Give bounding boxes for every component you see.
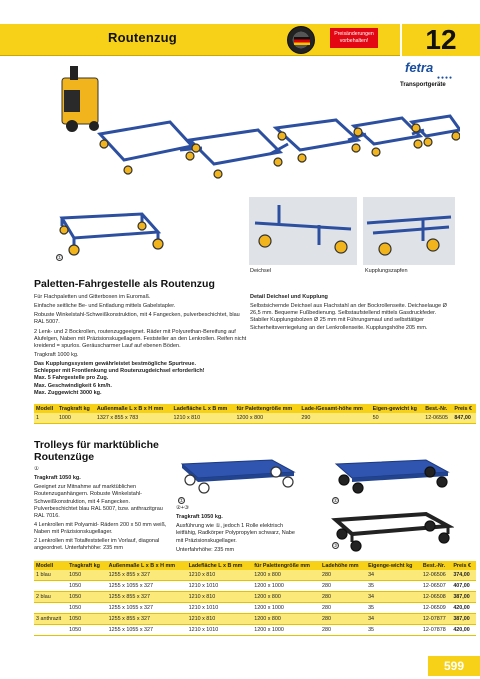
- table-cell: 1210 x 1010: [187, 603, 253, 614]
- table-cell: 12-07878: [421, 625, 451, 636]
- table-cell: 1255 x 1055 x 327: [107, 603, 187, 614]
- table-cell: 1255 x 1055 x 327: [107, 581, 187, 592]
- table-cell: 1200 x 800: [252, 592, 320, 603]
- column-header: Preis €: [452, 404, 476, 413]
- table-cell: 1200 x 1000: [252, 625, 320, 636]
- price-cell: 420,00: [451, 603, 476, 614]
- table-cell: 50: [371, 413, 424, 423]
- section1-description: [34, 294, 248, 397]
- pallet-cart-photo: [54, 196, 164, 258]
- price-notice-badge: Preisänderungen vorbehalten!: [330, 28, 378, 48]
- deichsel-detail-photo: [249, 197, 357, 265]
- table-cell: 12-06508: [421, 592, 451, 603]
- marker-1: ①: [179, 498, 184, 504]
- column-header: Außenmaße L x B x H mm: [95, 404, 172, 413]
- trolley-photo-marker-1: [178, 497, 185, 505]
- deichsel-illustration: [249, 197, 357, 265]
- table-cell: 280: [320, 625, 366, 636]
- column-header: Best.-Nr.: [421, 561, 451, 570]
- table-cell: 1210 x 810: [187, 614, 253, 625]
- table-cell: 1210 x 810: [187, 570, 253, 580]
- section1-bold-line: Max. 5 Fahrgestelle pro Zug.: [34, 375, 109, 382]
- table-cell: 1050: [67, 592, 107, 603]
- section-title-trolleys: Trolleys für marktübliche Routenzüge: [34, 439, 159, 464]
- table-row: [34, 413, 476, 423]
- trolley-photo-marker-3: [332, 542, 339, 550]
- trolley-spec-table: [34, 561, 476, 636]
- made-in-germany-seal: [287, 26, 315, 54]
- price-cell: 407,00: [451, 581, 476, 592]
- table-cell: [34, 581, 67, 592]
- column-header: für Palettengröße mm: [234, 404, 299, 413]
- table-cell: 1200 x 800: [252, 614, 320, 625]
- section1-paragraph: Für Flachpaletten und Gitterboxen im Euromaß.: [34, 294, 151, 300]
- column-header: Außenmaße L x B x H mm: [107, 561, 187, 570]
- trolley-marker-2-3: ②+③: [176, 505, 190, 511]
- trolley1-capacity: Tragkraft 1050 kg.: [34, 475, 81, 482]
- table-cell: 12-06507: [421, 581, 451, 592]
- table-cell: 290: [299, 413, 370, 423]
- page-title: Routenzug: [108, 30, 177, 45]
- table-row: [34, 614, 476, 625]
- page-header: [0, 24, 480, 56]
- section1-paragraph: Robuste Winkelstahl-Schweißkonstruktion, mit 4 Fangecken, pulverbeschichtet, blau RAL 5007.: [34, 312, 240, 326]
- marker-1: ①: [57, 255, 62, 261]
- table-cell: 1: [34, 413, 57, 423]
- column-header: Ladefläche L x B mm: [172, 404, 235, 413]
- table-cell: 280: [320, 592, 366, 603]
- german-flag-icon: [294, 37, 310, 45]
- table-cell: 1000: [57, 413, 95, 423]
- table-cell: 2 blau: [34, 592, 67, 603]
- section1-bold-line: Max. Geschwindigkeit 6 km/h.: [34, 382, 112, 389]
- table-row: [34, 570, 476, 580]
- deichsel-caption: Deichsel: [250, 268, 272, 274]
- table-cell: 1327 x 855 x 783: [95, 413, 172, 423]
- column-header: Modell: [34, 404, 57, 413]
- price-cell: 420,00: [451, 625, 476, 636]
- section-title-pallet-carts: Paletten-Fahrgestelle als Routenzug: [34, 278, 215, 290]
- table-header-row: [34, 404, 476, 413]
- section1-paragraph: Einfache seitliche Be- und Entladung mittels Gabelstapler.: [34, 303, 176, 310]
- table-cell: 1050: [67, 625, 107, 636]
- section2-paragraph: 2 Lenkrollen mit Totalfeststeller im Vorlauf, diagonal angeordnet. Unterfahrhöhe: 235 mm: [34, 538, 160, 552]
- table-row: [34, 592, 476, 603]
- table-cell: 1255 x 855 x 327: [107, 570, 187, 580]
- chapter-number: 12: [402, 24, 480, 56]
- table-cell: 1210 x 1010: [187, 581, 253, 592]
- detail-title: Detail Deichsel und Kupplung: [250, 294, 328, 300]
- header-rule: [0, 55, 400, 56]
- section2-variant-paragraph: Unterfahrhöhe: 235 mm: [176, 546, 235, 553]
- column-header: Preis €: [451, 561, 476, 570]
- table-cell: 280: [320, 581, 366, 592]
- table-cell: 12-07877: [421, 614, 451, 625]
- pallet-cart-spec-table: [34, 404, 476, 424]
- table-cell: 34: [366, 614, 421, 625]
- kupplung-detail-photo: [363, 197, 455, 265]
- table-cell: 280: [320, 570, 366, 580]
- table-cell: 1255 x 855 x 327: [107, 592, 187, 603]
- trolley-anthracite-illustration: [330, 502, 454, 554]
- table-cell: 1200 x 1000: [252, 603, 320, 614]
- table-cell: 1200 x 800: [252, 570, 320, 580]
- table-cell: 1210 x 810: [172, 413, 235, 423]
- section1-bold-line: Max. Zuggewicht 3000 kg.: [34, 389, 102, 396]
- table-cell: 1050: [67, 603, 107, 614]
- section2-paragraph: 4 Lenkrollen mit Polyamid- Rädern 200 x 50 mm weiß, Naben mit Präzisionskugellager.: [34, 521, 167, 536]
- price-cell: 387,00: [451, 592, 476, 603]
- section1-bold-line: Schlepper mit Frontlenkung und Routenzugdeichsel erforderlich!: [34, 368, 205, 375]
- pallet-cart-illustration: [54, 196, 164, 258]
- trolley-marker-1: ①: [34, 466, 39, 472]
- table-cell: 35: [366, 603, 421, 614]
- trolley-blue-illustration: [176, 446, 300, 496]
- column-header: Modell: [34, 561, 67, 570]
- marker-3: ③: [333, 543, 338, 549]
- table-cell: [34, 625, 67, 636]
- section1-paragraph: Tragkraft 1000 kg.: [34, 351, 79, 358]
- section1-paragraph: 2 Lenk- und 2 Bockrollen, routenzuggeeignet. Räder mit Polyurethan-Bereifung auf Alufelgen, Naben mit Präzisionskugellagern. Feststeller an den Lenkrollen. Reifen nicht kreidend = spurlos. Geräuscharmer Lauf auf ebenen Böden.: [34, 328, 247, 349]
- category-label: Transportgeräte: [400, 82, 446, 88]
- table-row: [34, 603, 476, 614]
- section2-description: [34, 466, 174, 555]
- column-header: Lade-/Gesamt-höhe mm: [299, 404, 370, 413]
- table-cell: 3 anthrazit: [34, 614, 67, 625]
- detail-description: [250, 294, 450, 334]
- section2-variant-paragraph: Ausführung wie ①, jedoch 1 Rolle elektrisch leitfähig, Radkörper Polypropylen schwarz, Nabe mit Präzisionskugellager.: [176, 523, 295, 544]
- trolley-blue-conductive-photo: [330, 446, 454, 496]
- page-number: 599: [428, 656, 480, 676]
- column-header: Eigen-gewicht kg: [371, 404, 424, 413]
- price-cell: 387,00: [451, 614, 476, 625]
- brand-logo-dots: ●●●●: [437, 75, 454, 81]
- column-header: für Palettengröße mm: [252, 561, 320, 570]
- table-cell: 12-06506: [421, 570, 451, 580]
- kupplung-illustration: [363, 197, 455, 265]
- table-cell: 1200 x 800: [234, 413, 299, 423]
- column-header: Tragkraft kg: [67, 561, 107, 570]
- tugger-train-illustration: [40, 64, 460, 194]
- table-cell: 280: [320, 603, 366, 614]
- brand-logo: fetra: [405, 60, 434, 75]
- column-header: Best.-Nr.: [423, 404, 452, 413]
- table-cell: 1210 x 1010: [187, 625, 253, 636]
- table-row: [34, 625, 476, 636]
- table-cell: 34: [366, 592, 421, 603]
- table-cell: 280: [320, 614, 366, 625]
- section2-paragraph: Geeignet zur Mitnahme auf marktüblichen Routenzuganhängern. Robuste Winkelstahl-Schweißkonstruktion, mit 4 Fangecken. Pulverbeschichtet blau RAL 5007, bzw. anthrazitgrau RAL 7016.: [34, 484, 163, 519]
- table-cell: 1255 x 855 x 327: [107, 614, 187, 625]
- tugger-train-photo: [40, 64, 460, 194]
- table-row: [34, 581, 476, 592]
- column-header: Ladehöhe mm: [320, 561, 366, 570]
- column-header: Ladefläche L x B mm: [187, 561, 253, 570]
- table-cell: 1050: [67, 570, 107, 580]
- table-cell: 12-06505: [423, 413, 452, 423]
- table-cell: 1050: [67, 614, 107, 625]
- table-cell: 1255 x 1055 x 327: [107, 625, 187, 636]
- trolley23-capacity: Tragkraft 1050 kg.: [176, 514, 223, 521]
- column-header: Eigenge-wicht kg: [366, 561, 421, 570]
- table-cell: 1200 x 1000: [252, 581, 320, 592]
- trolley-conductive-illustration: [330, 446, 454, 496]
- price-cell: 847,00: [452, 413, 476, 423]
- column-header: Tragkraft kg: [57, 404, 95, 413]
- section1-bold-line: Das Kupplungssystem gewährleistet bestmögliche Spurtreue.: [34, 361, 196, 368]
- table-cell: 12-06509: [421, 603, 451, 614]
- table-header-row: [34, 561, 476, 570]
- table-cell: 1050: [67, 581, 107, 592]
- trolley-blue-photo: [176, 446, 300, 496]
- table-cell: 1 blau: [34, 570, 67, 580]
- section2-variant-description: [176, 505, 296, 556]
- table-cell: 1210 x 810: [187, 592, 253, 603]
- marker-2: ②: [333, 498, 338, 504]
- table-cell: [34, 603, 67, 614]
- detail-paragraph: Selbstsichernde Deichsel aus Flachstahl an der Bockrollenseite. Deichselauge Ø 26,5 mm. Bequeme Fußbedienung. Selbstaufstellend mittels Gasdruckfeder. Stabiler Kupplungsbolzen Ø 25 mm mit Führungsmaul und selbsttätiger Sicherheitsverriegelung an der Lenkrollenseite. Kupplungshöhe 205 mm.: [250, 303, 447, 331]
- price-cell: 374,00: [451, 570, 476, 580]
- trolley-anthracite-photo: [330, 502, 454, 554]
- table-cell: 34: [366, 570, 421, 580]
- main-photo-marker: [56, 254, 63, 262]
- kupplung-caption: Kupplungszapfen: [365, 268, 408, 274]
- table-cell: 35: [366, 625, 421, 636]
- table-cell: 35: [366, 581, 421, 592]
